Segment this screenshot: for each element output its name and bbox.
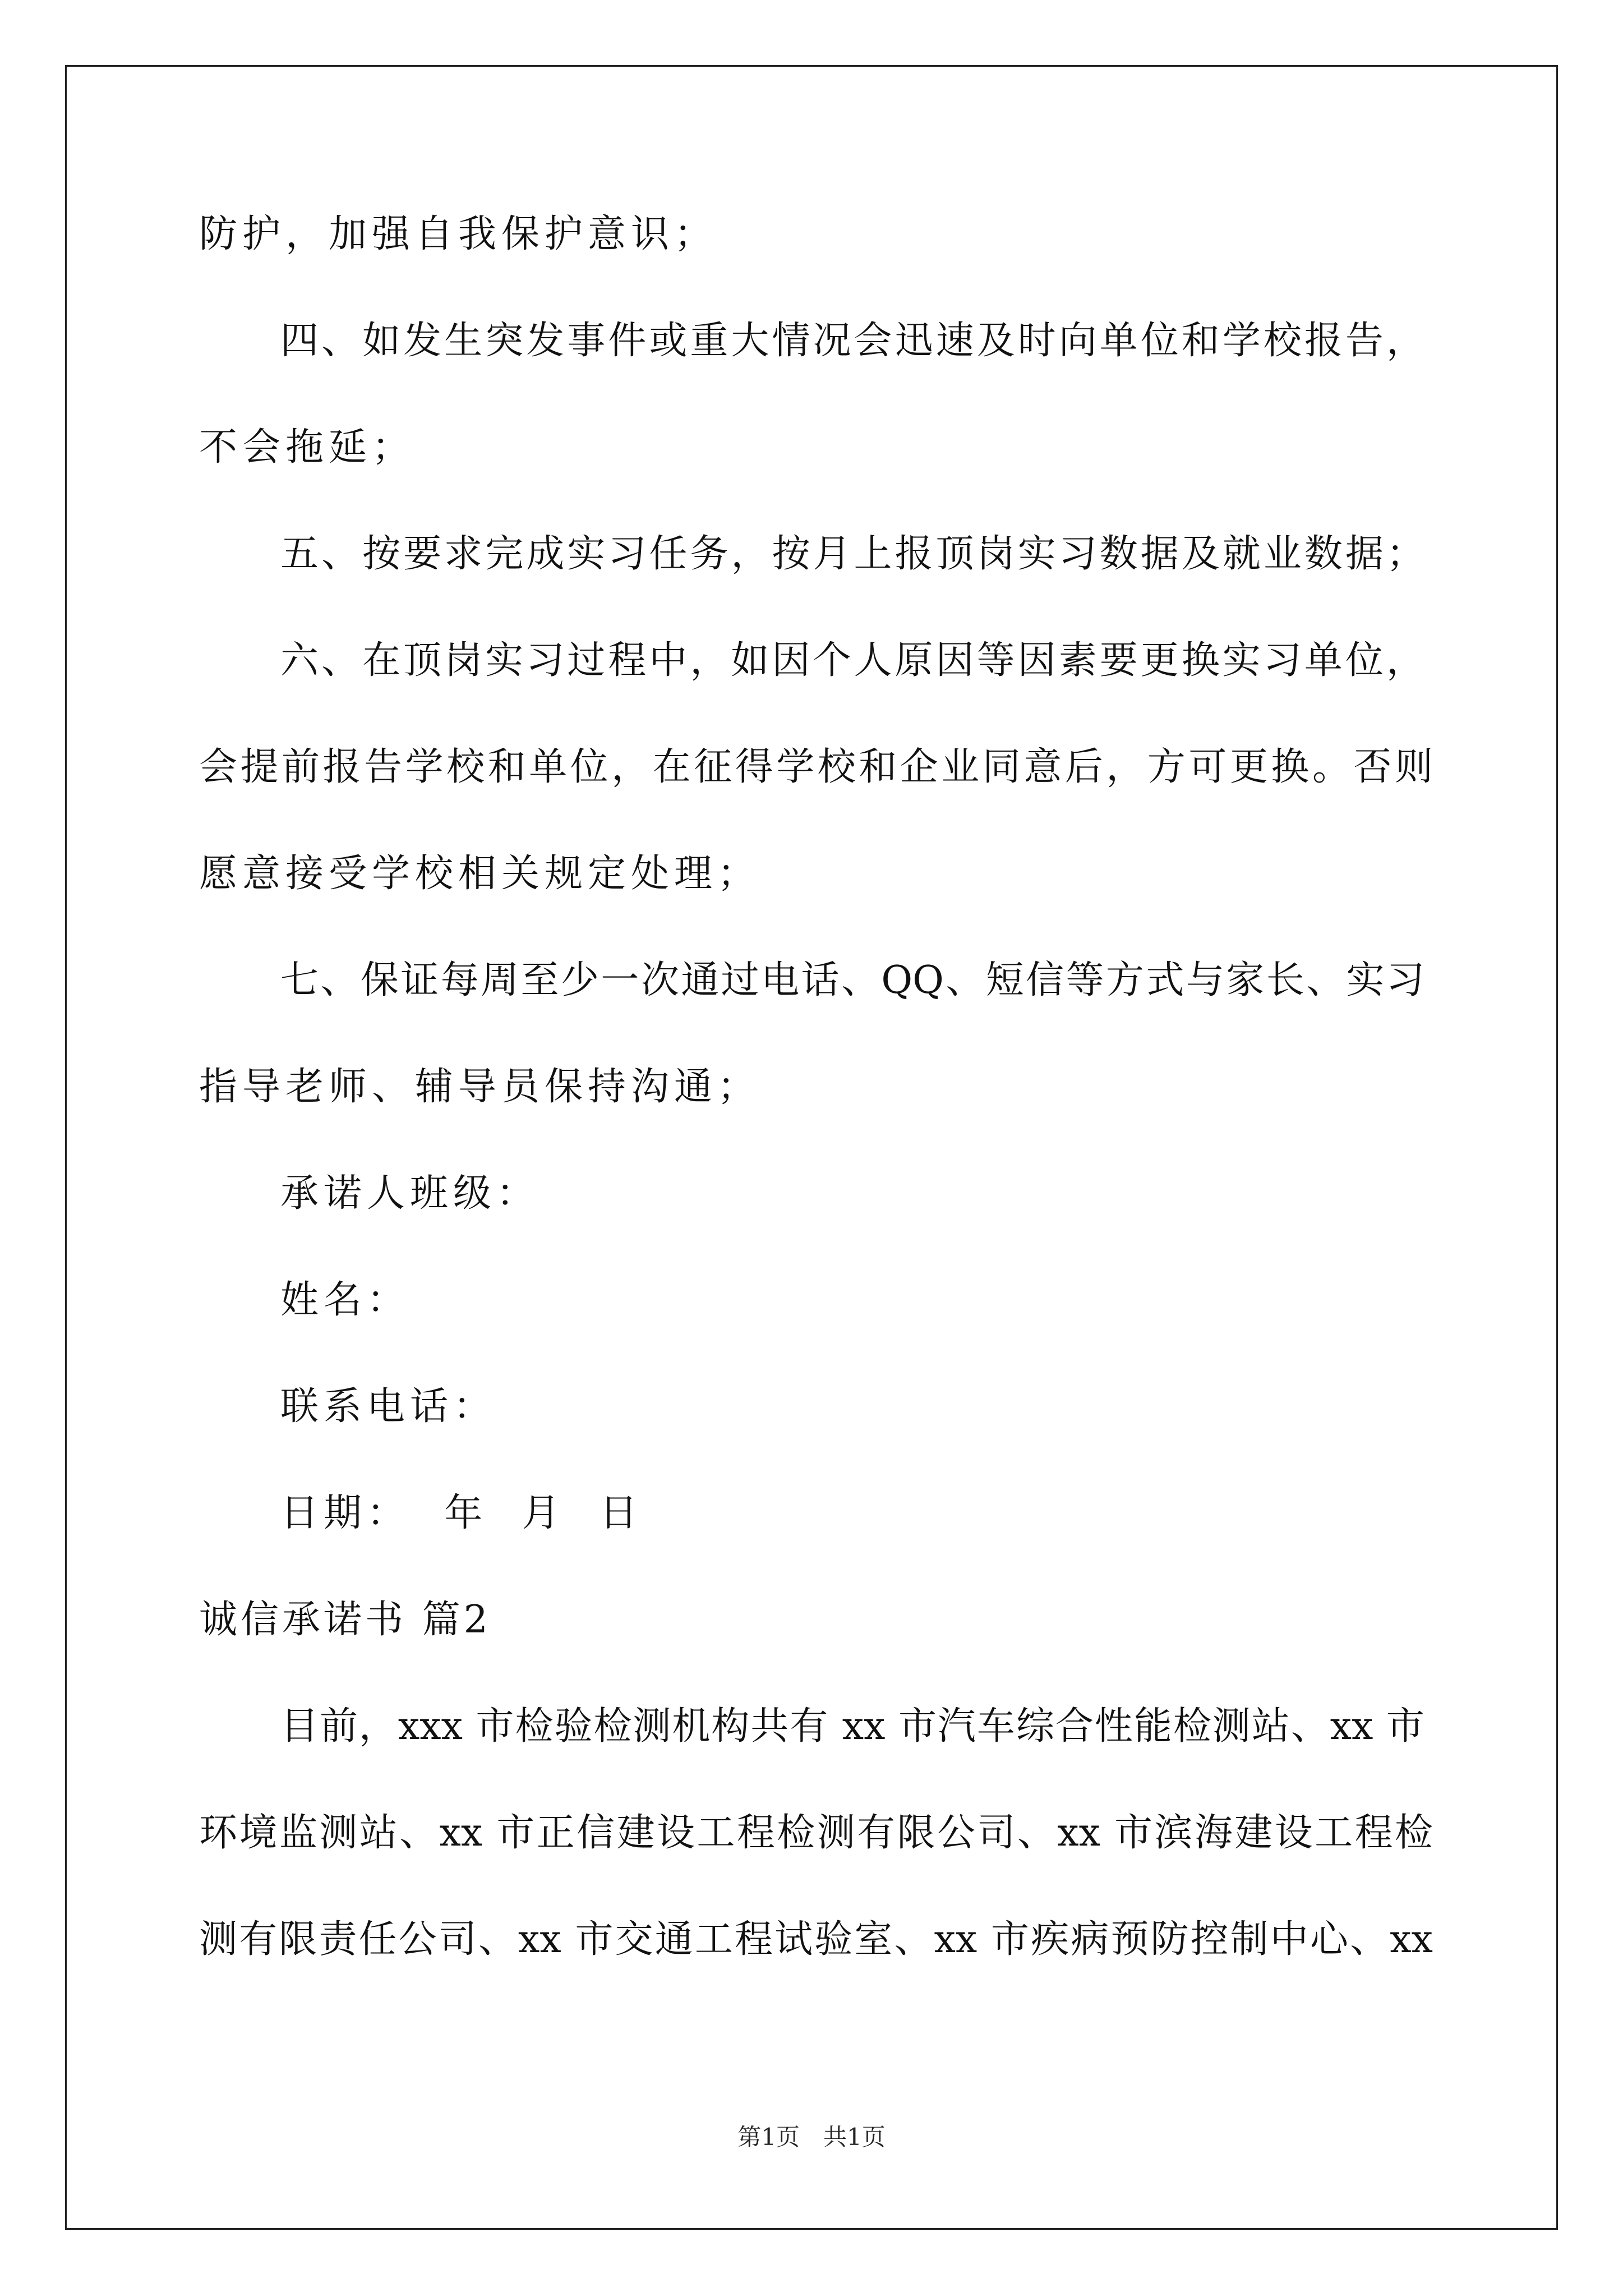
text-line: 四、如发生突发事件或重大情况会迅速及时向单位和学校报告， — [280, 319, 1424, 363]
page-border — [65, 65, 1558, 2230]
section-heading: 诚信承诺书 篇2 — [199, 1598, 491, 1642]
text-line: 承诺人班级： — [280, 1171, 540, 1216]
text-line: 六、在顶岗实习过程中，如因个人原因等因素要更换实习单位， — [280, 638, 1424, 683]
text-line: 测有限责任公司、xx 市交通工程试验室、xx 市疾病预防控制中心、xx — [199, 1917, 1433, 1962]
text-line: 环境监测站、xx 市正信建设工程检测有限公司、xx 市滨海建设工程检 — [199, 1811, 1433, 1855]
text-line: 联系电话： — [280, 1384, 497, 1429]
text-line: 愿意接受学校相关规定处理； — [199, 852, 761, 896]
text-line: 不会拖延； — [199, 425, 416, 470]
text-line: 七、保证每周至少一次通过电话、QQ、短信等方式与家长、实习 — [280, 958, 1424, 1002]
text-line: 日期： 年 月 日 — [280, 1491, 643, 1535]
text-line: 会提前报告学校和单位，在征得学校和企业同意后，方可更换。否则 — [199, 745, 1433, 789]
text-line: 防护，加强自我保护意识； — [199, 212, 718, 256]
text-line: 五、按要求完成实习任务，按月上报顶岗实习数据及就业数据； — [280, 532, 1424, 576]
text-line: 姓名： — [280, 1278, 411, 1322]
page-footer: 第1页 共1页 — [737, 2123, 886, 2151]
text-line: 目前，xxx 市检验检测机构共有 xx 市汽车综合性能检测站、xx 市 — [280, 1704, 1424, 1749]
text-line: 指导老师、辅导员保持沟通； — [199, 1065, 761, 1109]
